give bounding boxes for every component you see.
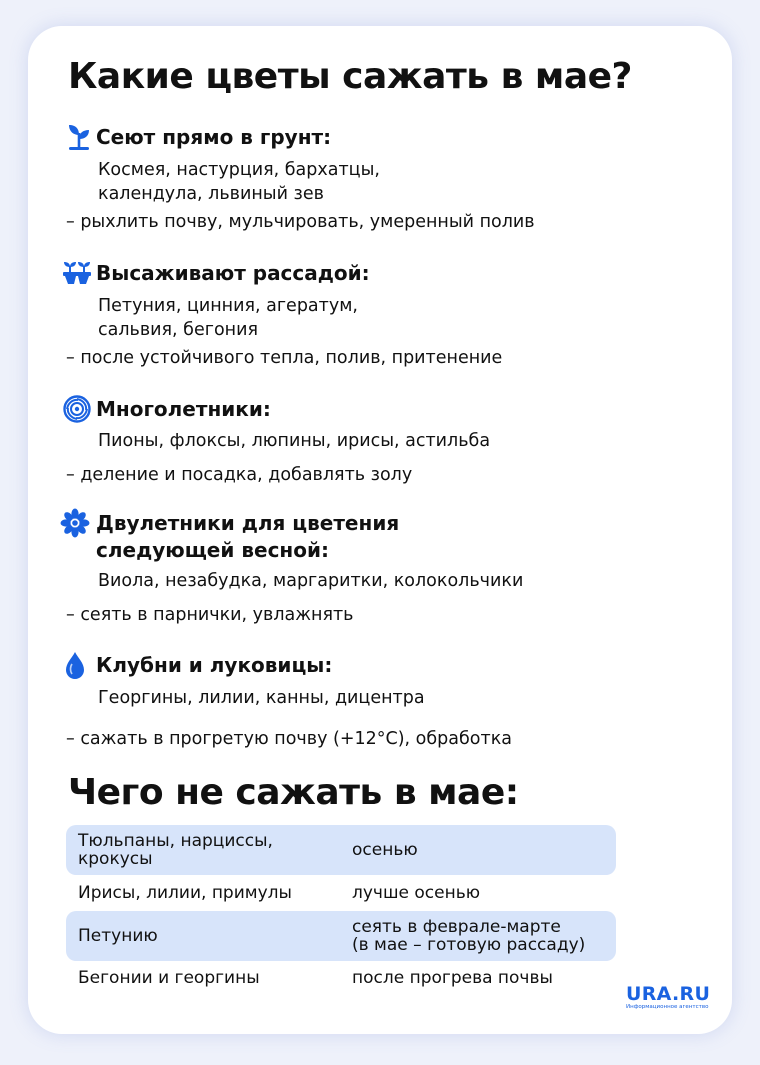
section-note-direct-sowing: – рыхлить почву, мульчировать, умеренный полив bbox=[66, 212, 535, 232]
section-title-direct-sowing: Сеют прямо в грунт: bbox=[96, 125, 332, 149]
seedling-tray-icon bbox=[62, 258, 92, 288]
cell-line: Ирисы, лилии, примулы bbox=[78, 883, 292, 903]
sprout-icon bbox=[66, 122, 92, 152]
section-title-line: следующей весной: bbox=[96, 538, 329, 562]
cell-line: (в мае – готовую рассаду) bbox=[352, 935, 586, 955]
items-line: календула, львиный зев bbox=[98, 184, 324, 204]
section-title-line: Двулетники для цветения bbox=[96, 511, 400, 535]
ura-logo bbox=[626, 983, 711, 1011]
section-note-bulbs: – сажать в прогретую почву (+12°C), обработка bbox=[66, 729, 512, 749]
logo-tagline: Информационное агентство bbox=[626, 1004, 709, 1010]
section-title-seedlings: Высаживают рассадой: bbox=[96, 261, 370, 285]
cell-line: Тюльпаны, нарциссы, bbox=[78, 831, 273, 851]
flower-icon bbox=[60, 508, 90, 538]
cell-line: после прогрева почвы bbox=[352, 968, 553, 988]
items-line: сальвия, бегония bbox=[98, 320, 258, 340]
items-line: Космея, настурция, бархатцы, bbox=[98, 160, 380, 180]
section-items-seedlings bbox=[98, 294, 358, 342]
table-cell-plant bbox=[78, 953, 328, 1003]
section-note-seedlings: – после устойчивого тепла, полив, притенение bbox=[66, 348, 503, 368]
section-items-bulbs bbox=[98, 686, 425, 710]
cell-line: лучше осенью bbox=[352, 883, 481, 903]
page-title: Какие цветы сажать в мае? bbox=[68, 56, 632, 97]
section-title-biennials bbox=[96, 510, 399, 564]
section-title-perennials: Многолетники: bbox=[96, 397, 271, 421]
not-plant-title: Чего не сажать в мае: bbox=[68, 772, 519, 813]
cell-line: сеять в феврале-марте bbox=[352, 917, 561, 937]
section-note-perennials: – деление и посадка, добавлять золу bbox=[66, 465, 413, 485]
section-items-direct-sowing bbox=[98, 158, 380, 206]
cell-line: осенью bbox=[352, 840, 418, 860]
items-line: Виола, незабудка, маргаритки, колокольчики bbox=[98, 571, 524, 591]
items-line: Петуния, цинния, агератум, bbox=[98, 296, 358, 316]
items-line: Георгины, лилии, канны, дицентра bbox=[98, 688, 425, 708]
items-line: Пионы, флоксы, люпины, ирисы, астильба bbox=[98, 431, 491, 451]
section-items-perennials bbox=[98, 429, 490, 453]
section-note-biennials: – сеять в парнички, увлажнять bbox=[66, 605, 354, 625]
logo-name: URA.RU bbox=[626, 983, 711, 1005]
table-row bbox=[66, 953, 616, 1003]
cell-line: крокусы bbox=[78, 849, 153, 869]
table-cell-when bbox=[352, 953, 612, 1003]
cell-line: Петунию bbox=[78, 926, 158, 946]
rose-icon bbox=[62, 394, 92, 424]
section-title-bulbs: Клубни и луковицы: bbox=[96, 653, 333, 677]
cell-line: Бегонии и георгины bbox=[78, 968, 260, 988]
section-items-biennials bbox=[98, 569, 523, 593]
bulb-icon bbox=[62, 650, 88, 680]
